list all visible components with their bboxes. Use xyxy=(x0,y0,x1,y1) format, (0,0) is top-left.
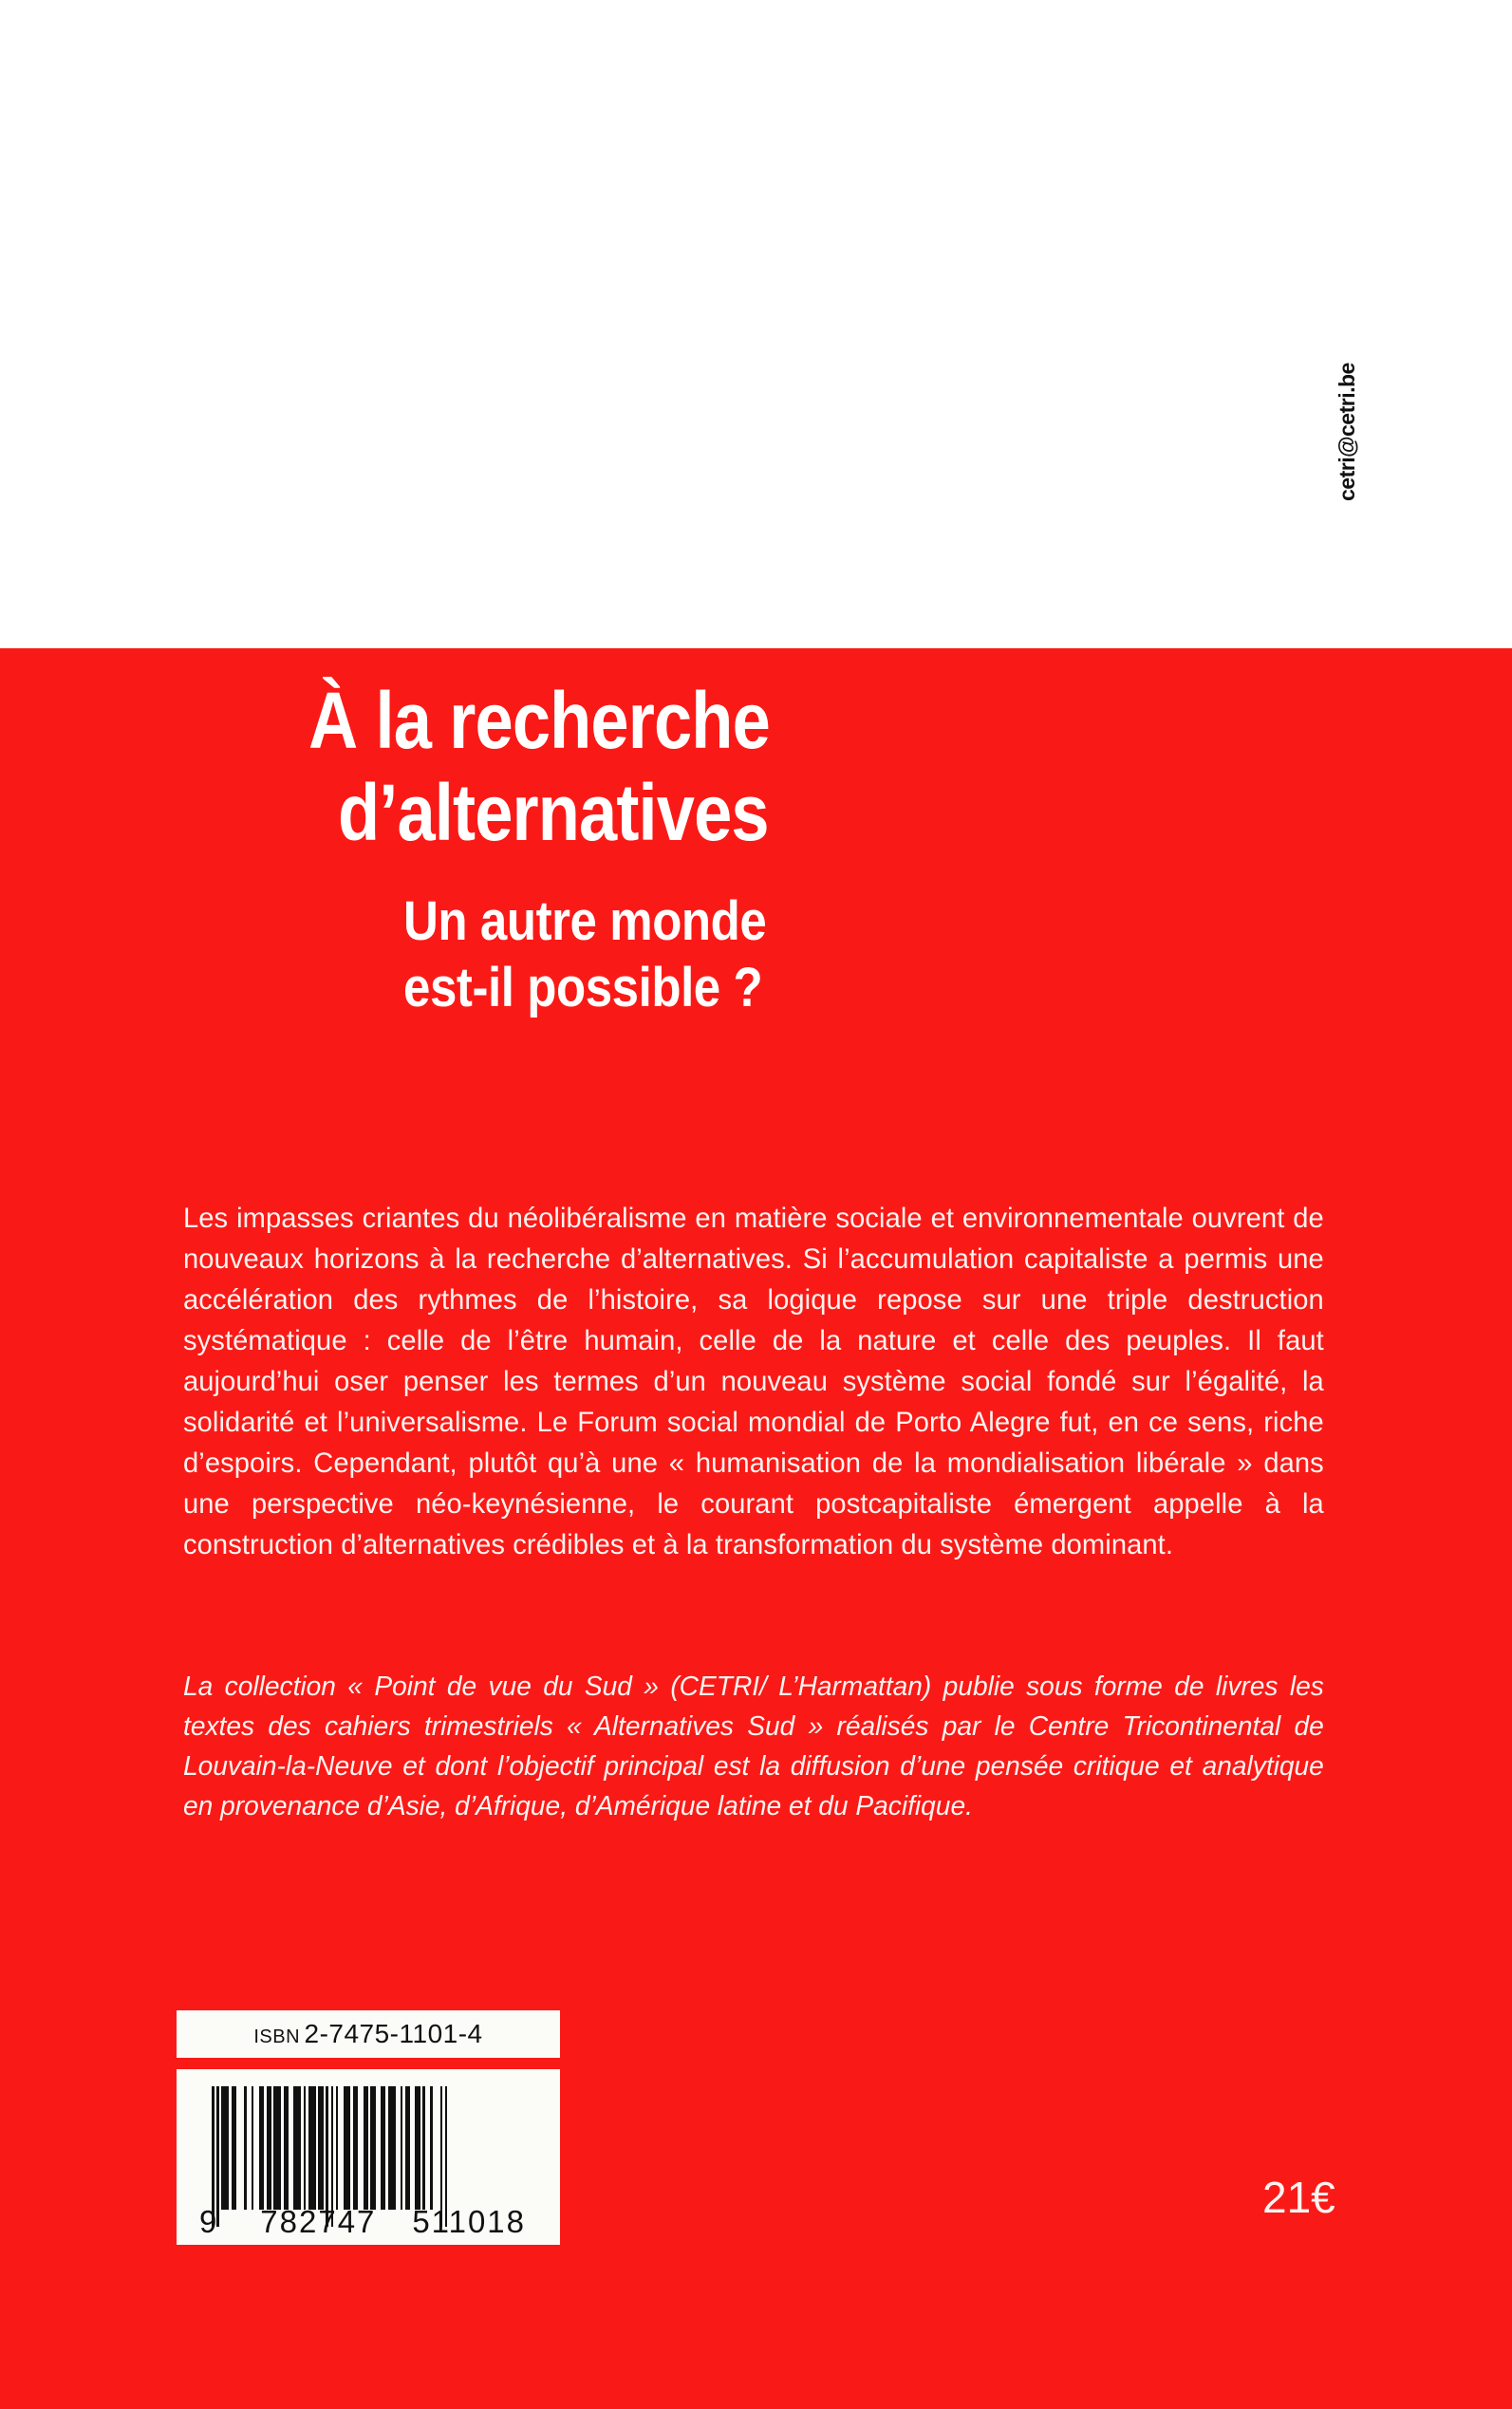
book-subtitle xyxy=(403,888,1447,1021)
contact-email-vertical: cetri@cetri.be xyxy=(1335,363,1359,501)
barcode-bar xyxy=(273,2086,281,2210)
barcode-bar xyxy=(236,2086,244,2210)
subtitle-line-2: est-il possible ? xyxy=(403,957,763,1018)
top-white-band xyxy=(0,0,1512,648)
book-title xyxy=(308,675,1353,859)
back-cover-blurb: Les impasses criantes du néolibéralisme en matière sociale et environnementale ouvrent de nouveaux horizons à la recherche d’alternatives. Si l’accumulation capitaliste a permis une accélération des rythmes de l’histoire, sa logique repose sur une triple destruction systématique : celle de l’être humain, celle de la nature et celle des peuples. Il faut aujourd’hui oser penser les termes d’un nouveau système social fondé sur l’égalité, la solidarité et l’universalisme. Le Forum social mondial de Porto Alegre fut, en ce sens, riche d’espoirs. Cependant, plutôt qu’à une « humanisation de la mondialisation libérale » dans une perspective néo-keynésienne, le courant postcapitaliste émergent appelle à la construction d’alternatives crédibles et à la transformation du système dominant. xyxy=(183,1203,1324,1560)
barcode-bar xyxy=(344,2086,351,2210)
red-panel xyxy=(0,648,1512,2409)
barcode-bar xyxy=(221,2086,229,2210)
barcode-bar xyxy=(293,2086,301,2210)
isbn-number: 2-7475-1101-4 xyxy=(304,2019,483,2048)
price-label: 21€ xyxy=(1262,2173,1335,2222)
barcode-bar xyxy=(308,2086,316,2210)
barcode-digits-right: 511018 xyxy=(412,2204,526,2239)
barcode-bar xyxy=(388,2086,396,2210)
isbn-label: ISBN xyxy=(253,2026,301,2047)
isbn-box xyxy=(177,2010,560,2058)
barcode-digits xyxy=(197,2204,539,2240)
collection-description: La collection « Point de vue du Sud » (CETRI/ L’Harmattan) publie sous forme de livres les textes des cahiers trimestriels « Alternatives Sud » réalisés par le Centre Tricontinental de Louvain-la-Neuve et dont l’objectif principal est la diffusion d’une pensée critique et analytique en provenance d’Asie, d’Afrique, d’Amérique latine et du Pacifique. xyxy=(183,1671,1324,1821)
barcode-digits-left: 782747 xyxy=(260,2204,377,2239)
title-line-1: À la recherche xyxy=(308,676,770,765)
barcode-bar xyxy=(433,2086,440,2210)
isbn-text xyxy=(253,2019,482,2049)
barcode-bars xyxy=(212,2086,447,2210)
barcode-box xyxy=(177,2069,560,2245)
barcode-digit-first: 9 xyxy=(199,2204,219,2239)
subtitle-line-1: Un autre monde xyxy=(403,890,767,952)
title-line-2: d’alternatives xyxy=(338,768,769,857)
